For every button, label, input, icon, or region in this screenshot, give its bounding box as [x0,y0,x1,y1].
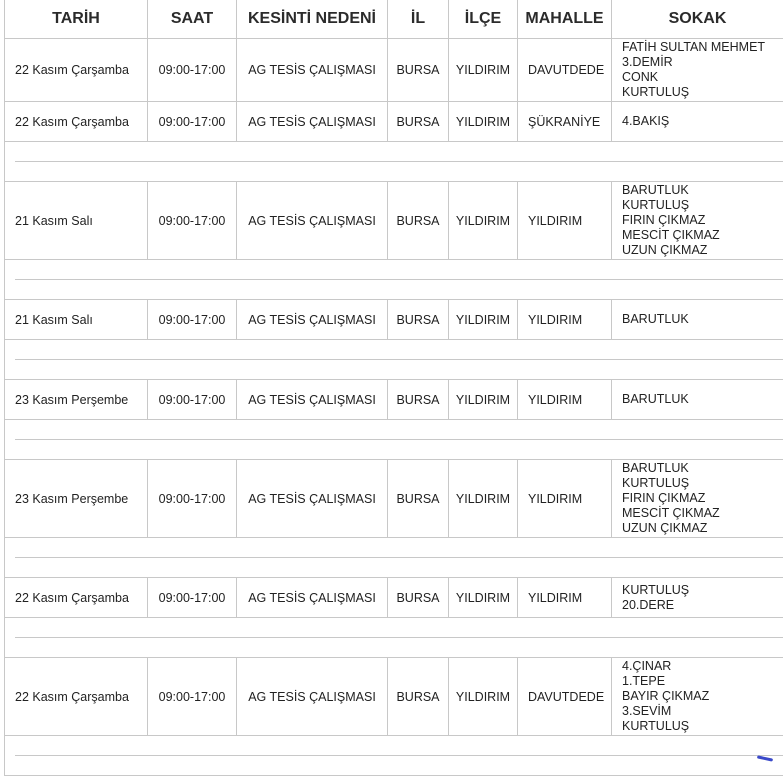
street-name: KURTULUŞ [622,198,783,213]
cell-date: 23 Kasım Perşembe [5,460,148,538]
street-name: FIRIN ÇIKMAZ [622,491,783,506]
table-row [5,658,783,736]
header-district: İLÇE [449,0,518,39]
separator-row [5,538,783,578]
separator-line [15,161,783,162]
street-name: BARUTLUK [622,183,783,198]
cell-time: 09:00-17:00 [148,300,237,340]
street-name: 3.SEVİM [622,704,783,719]
separator-line [15,439,783,440]
cell-streets [612,380,783,420]
street-name: FIRIN ÇIKMAZ [622,213,783,228]
table-row [5,300,783,340]
street-name: FATİH SULTAN MEHMET [622,40,783,55]
cell-district: YILDIRIM [449,460,518,538]
street-name: KURTULUŞ [622,719,783,734]
cell-reason: AG TESİS ÇALIŞMASI [237,182,388,260]
cell-city: BURSA [388,102,449,142]
street-name: MESCİT ÇIKMAZ [622,228,783,243]
street-name: KURTULUŞ [622,476,783,491]
separator-cell [5,340,783,380]
table-body [5,39,783,776]
street-name: UZUN ÇIKMAZ [622,243,783,258]
cell-date: 22 Kasım Çarşamba [5,39,148,102]
street-name: 20.DERE [622,598,783,613]
table-header [5,0,783,39]
cell-reason: AG TESİS ÇALIŞMASI [237,658,388,736]
street-name: KURTULUŞ [622,583,783,598]
separator-line [15,279,783,280]
cell-date: 21 Kasım Salı [5,182,148,260]
cell-district: YILDIRIM [449,300,518,340]
cell-streets [612,578,783,618]
street-name: 4.BAKIŞ [622,114,783,129]
cell-date: 23 Kasım Perşembe [5,380,148,420]
cell-reason: AG TESİS ÇALIŞMASI [237,460,388,538]
street-name: BAYIR ÇIKMAZ [622,689,783,704]
cell-city: BURSA [388,39,449,102]
cell-streets [612,102,783,142]
cell-time: 09:00-17:00 [148,102,237,142]
separator-row [5,260,783,300]
street-name: BARUTLUK [622,392,783,407]
cell-date: 21 Kasım Salı [5,300,148,340]
table-row [5,578,783,618]
cell-city: BURSA [388,460,449,538]
cell-city: BURSA [388,182,449,260]
separator-cell [5,420,783,460]
cell-time: 09:00-17:00 [148,380,237,420]
header-date: TARİH [5,0,148,39]
cell-streets [612,658,783,736]
cell-reason: AG TESİS ÇALIŞMASI [237,300,388,340]
cell-time: 09:00-17:00 [148,578,237,618]
separator-cell [5,142,783,182]
street-name: BARUTLUK [622,461,783,476]
separator-line [15,637,783,638]
street-name: BARUTLUK [622,312,783,327]
separator-row [5,618,783,658]
cell-district: YILDIRIM [449,102,518,142]
cell-district: YILDIRIM [449,658,518,736]
cell-neighborhood: ŞÜKRANİYE [518,102,612,142]
table-row [5,380,783,420]
cell-reason: AG TESİS ÇALIŞMASI [237,578,388,618]
separator-line [15,359,783,360]
street-name: KURTULUŞ [622,85,783,100]
cell-neighborhood: YILDIRIM [518,380,612,420]
header-time: SAAT [148,0,237,39]
cell-neighborhood: YILDIRIM [518,578,612,618]
separator-cell [5,260,783,300]
street-name: 3.DEMİR [622,55,783,70]
cell-district: YILDIRIM [449,182,518,260]
cell-date: 22 Kasım Çarşamba [5,102,148,142]
separator-cell [5,736,783,776]
separator-row [5,420,783,460]
cell-neighborhood: YILDIRIM [518,460,612,538]
cell-streets [612,182,783,260]
cell-district: YILDIRIM [449,578,518,618]
cell-time: 09:00-17:00 [148,39,237,102]
cell-streets [612,460,783,538]
separator-row [5,340,783,380]
header-city: İL [388,0,449,39]
cell-streets [612,39,783,102]
street-name: UZUN ÇIKMAZ [622,521,783,536]
cell-streets [612,300,783,340]
table-row [5,460,783,538]
street-name: 4.ÇINAR [622,659,783,674]
separator-cell [5,618,783,658]
cell-neighborhood: DAVUTDEDE [518,658,612,736]
cell-date: 22 Kasım Çarşamba [5,578,148,618]
cell-time: 09:00-17:00 [148,182,237,260]
header-row [5,0,783,39]
cell-neighborhood: YILDIRIM [518,300,612,340]
table-row [5,182,783,260]
separator-row [5,736,783,776]
outage-table [4,0,783,776]
header-neighborhood: MAHALLE [518,0,612,39]
street-name: 1.TEPE [622,674,783,689]
separator-line [15,557,783,558]
table-row [5,102,783,142]
cell-reason: AG TESİS ÇALIŞMASI [237,380,388,420]
separator-line [15,755,783,756]
cell-district: YILDIRIM [449,39,518,102]
cell-city: BURSA [388,300,449,340]
cell-time: 09:00-17:00 [148,460,237,538]
cell-reason: AG TESİS ÇALIŞMASI [237,39,388,102]
cell-neighborhood: YILDIRIM [518,182,612,260]
cell-city: BURSA [388,658,449,736]
cell-date: 22 Kasım Çarşamba [5,658,148,736]
cell-city: BURSA [388,578,449,618]
street-name: MESCİT ÇIKMAZ [622,506,783,521]
street-name: CONK [622,70,783,85]
header-reason: KESİNTİ NEDENİ [237,0,388,39]
cell-reason: AG TESİS ÇALIŞMASI [237,102,388,142]
separator-cell [5,538,783,578]
separator-row [5,142,783,182]
cell-neighborhood: DAVUTDEDE [518,39,612,102]
cell-time: 09:00-17:00 [148,658,237,736]
header-streets: SOKAK [612,0,783,39]
cell-city: BURSA [388,380,449,420]
table-row [5,39,783,102]
cell-district: YILDIRIM [449,380,518,420]
